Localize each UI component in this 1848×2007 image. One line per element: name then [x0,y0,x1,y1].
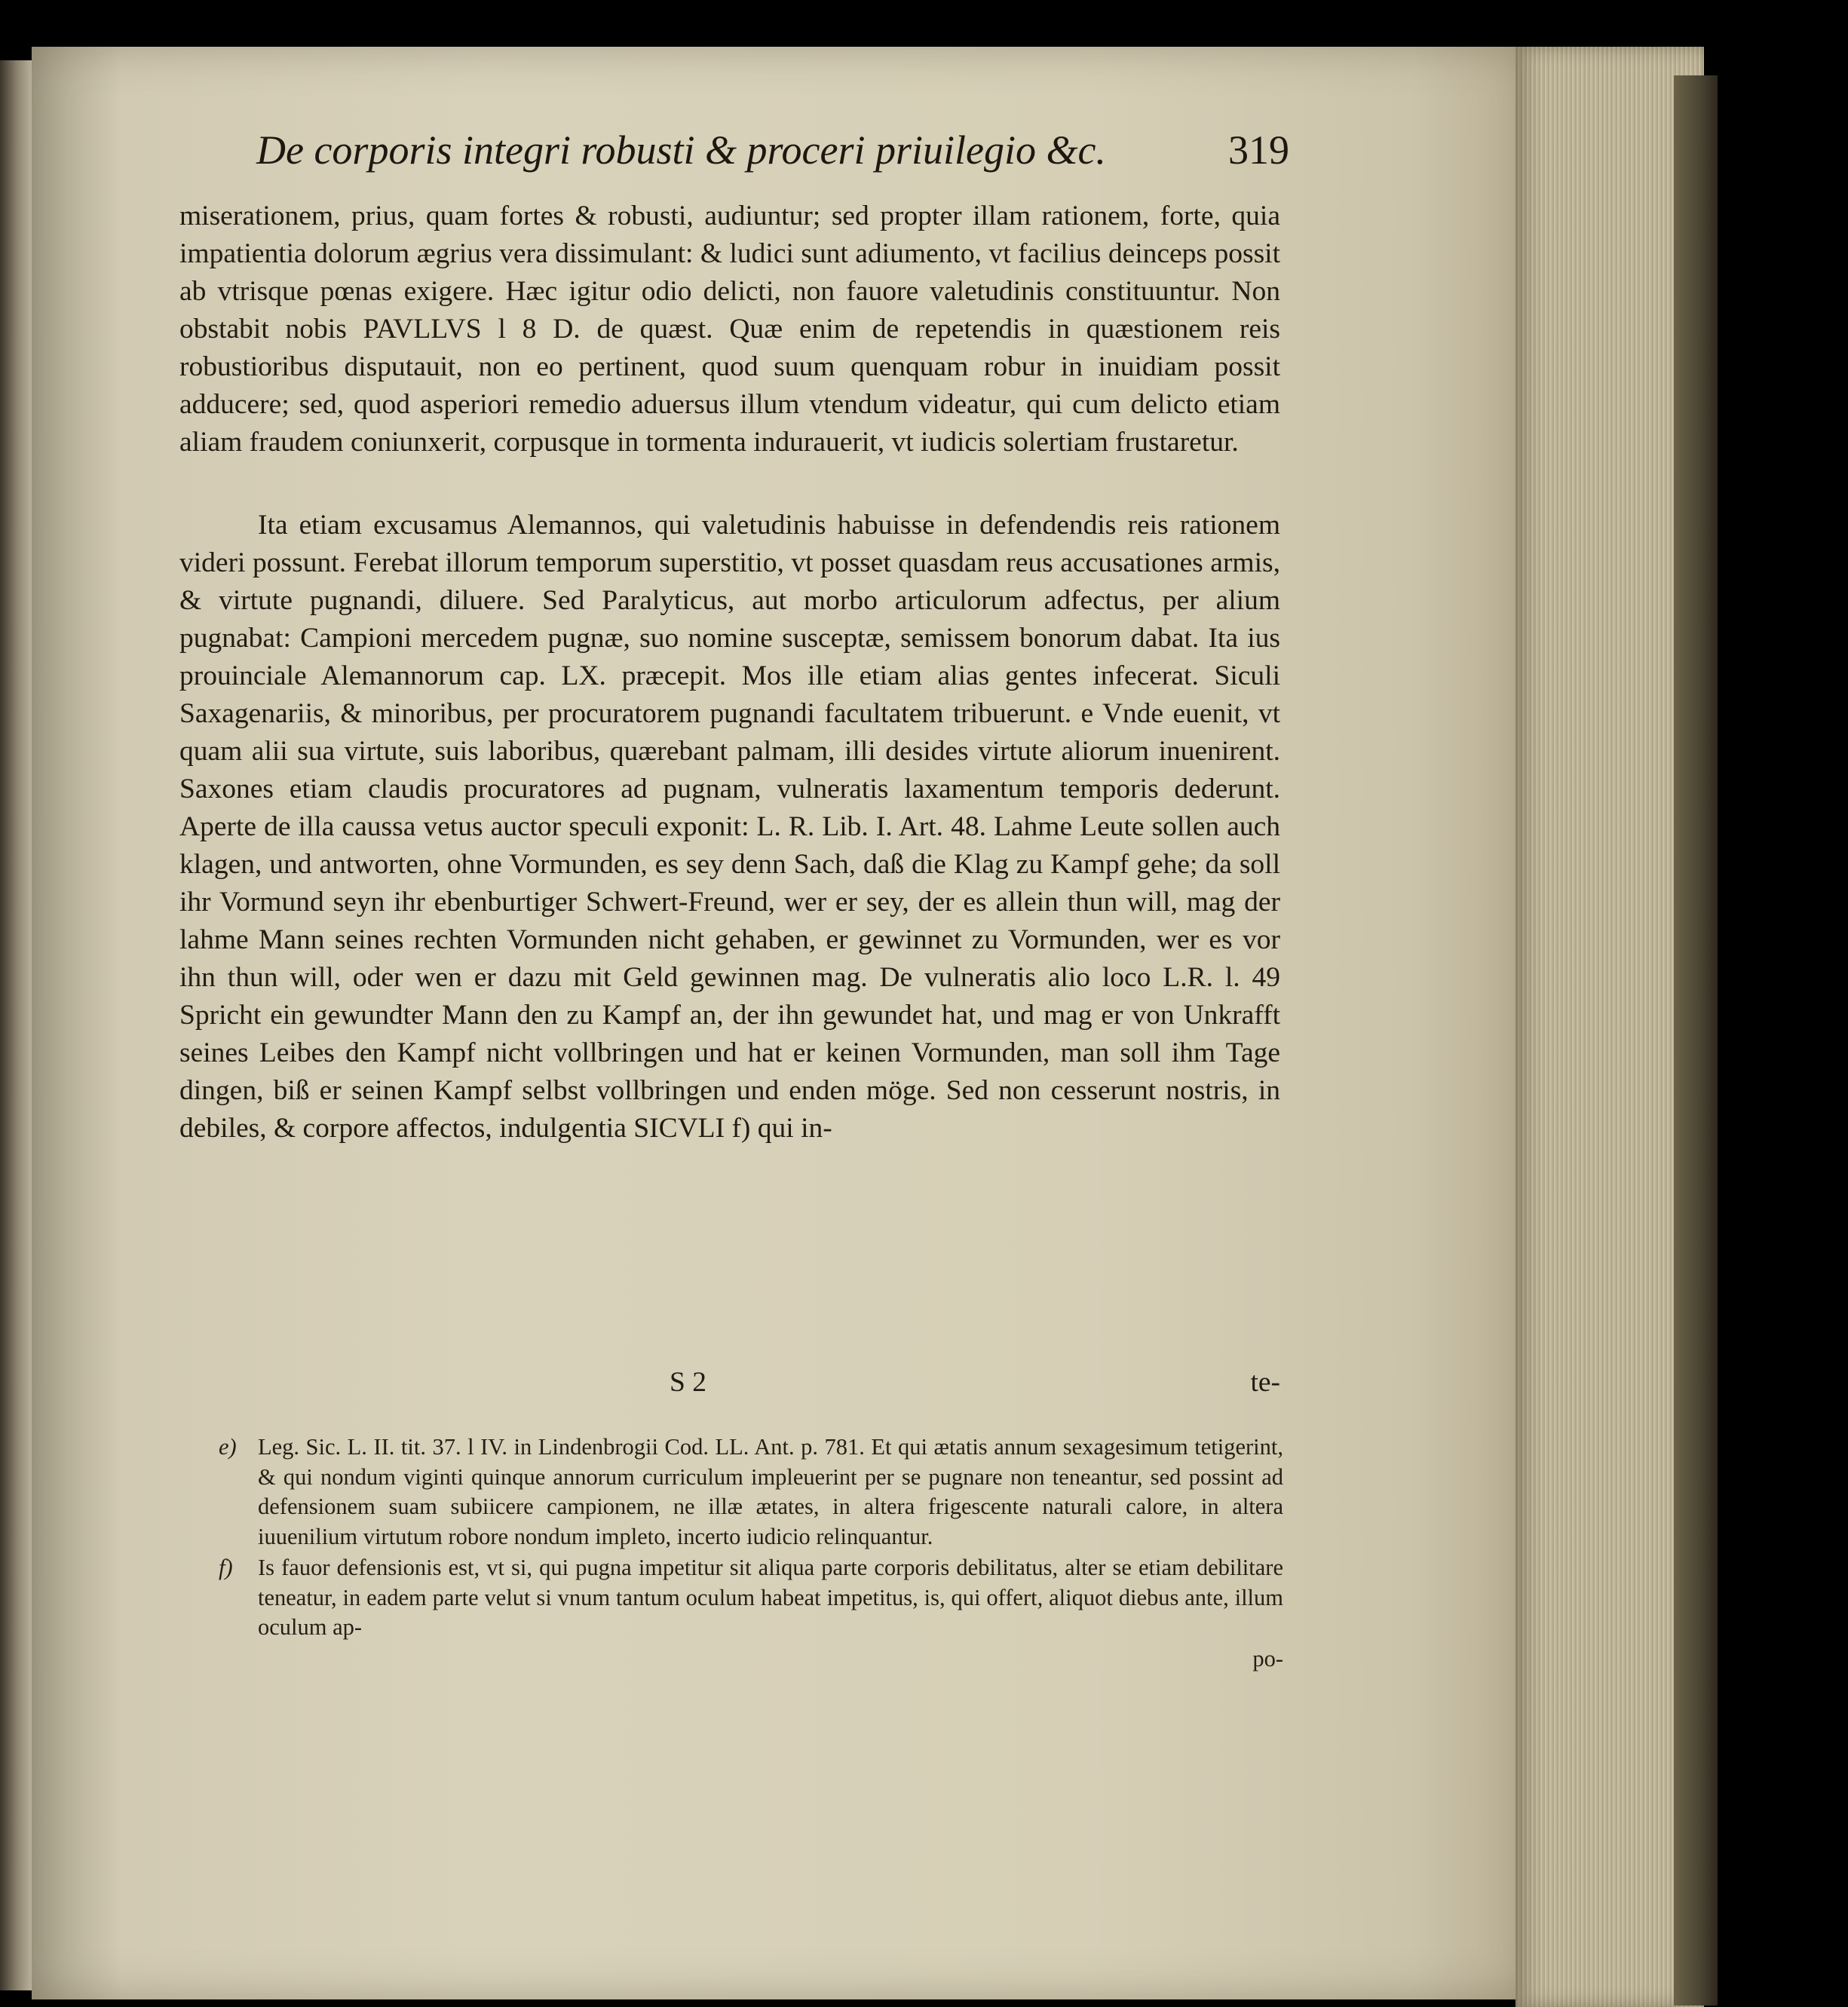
paragraph-1: miserationem, prius, quam fortes & robusti, audiuntur; sed propter illam rationem, forte, quia impatientia dolorum ægrius vera dissimulant: & ludici sunt adiumento, vt facilius deinceps possit ab vtrisque pœnas exigere. Hæc igitur odio delicti, non fauore valetudinis constituuntur. Non obstabit nobis PAVLLVS l 8 D. de quæst. Quæ enim de repetendis in quæstionem reis robustioribus disputauit, non eo pertinent, quod suum quenquam robur in inuidiam possit adducere; sed, quod asperiori remedio aduersus illum vtendum videatur, qui cum delicto etiam aliam fraudem coniunxerit, corpusque in tormenta indurauerit, vt iudicis solertiam frustaretur. [179,201,1280,458]
footnote-text: Leg. Sic. L. II. tit. 37. l IV. in Lindenbrogii Cod. LL. Ant. p. 781. Et qui ætatis annum sexagesimum tetigerint, & qui nondum viginti quinque annorum curriculum impleuerint per se pugnare non teneantur, sed possint ad defensionem suam subiicere campionem, ne illæ ætates, in altera frigescente naturali calore, in altera iuuenilium virtutum robore nondum impleto, incerto iudicio relinquantur. [258,1434,1283,1549]
main-text [179,198,1280,1148]
footnote-catchword: po- [1252,1645,1283,1671]
footnotes [219,1432,1283,1674]
signature-line [179,1366,1280,1404]
footnote-mark: f) [219,1555,233,1580]
footnote-f [219,1553,1283,1643]
footnote-mark: e) [219,1434,237,1460]
signature-mark: S 2 [670,1367,706,1398]
running-head-title: De corporis integri robusti & proceri priuilegio &c. [256,127,1106,173]
paragraph-2: Ita etiam excusamus Alemannos, qui valetudinis habuisse in defendendis reis rationem videri possunt. Ferebat illorum temporum superstitio, vt posset quasdam reus accusationes armis, & virtute pugnandi, diluere. Sed Paralyticus, aut morbo articulorum adfectus, per alium pugnabat: Campioni mercedem pugnæ, suo nomine susceptæ, semissem bonorum dabat. Ita ius prouinciale Alemannorum cap. LX. præcepit. Mos ille etiam alias gentes infecerat. Siculi Saxagenariis, & minoribus, per procuratorem pugnandi facultatem tribuerunt. e Vnde euenit, vt quam alii sua virtute, suis laboribus, quærebant palmam, illi desides virtute aliorum inuenirent. Saxones etiam claudis procuratores ad pugnam, vulneratis laxamentum temporis dederunt. Aperte de illa caussa vetus auctor speculi exponit: L. R. Lib. I. Art. 48. Lahme Leute sollen auch klagen, und antworten, ohne Vormunden, es sey denn Sach, daß die Klag zu Kampf gehe; da soll ihr Vormund seyn ihr ebenburtiger Schwert-Freund, wer er sey, der es allein thun will, mag der lahme Mann seines rechten Vormunden nicht gehaben, er gewinnet zu Vormunden, wer es vor ihn thun will, oder wen er dazu mit Geld gewinnen mag. De vulneratis alio loco L.R. l. 49 Spricht ein gewundter Mann den zu Kampf an, der ihn gewundet hat, und mag er von Unkrafft seines Leibes den Kampf nicht vollbringen und hat er keinen Vormunden, man soll ihm Tage dingen, biß er seinen Kampf selbst vollbringen und enden möge. Sed non cesserunt nostris, in debiles, & corpore affectos, indulgentia SICVLI f) qui in- [179,510,1280,1144]
catchword: te- [1250,1367,1280,1398]
book-binding [1674,75,1718,2005]
page-number: 319 [1228,127,1289,173]
facing-page-edge [0,60,32,1990]
footnote-e [219,1432,1283,1552]
running-head [256,127,1289,179]
footnote-text: Is fauor defensionis est, vt si, qui pugna impetitur sit aliqua parte corporis debilitatus, alter se etiam debilitare teneatur, in eadem parte velut si vnum tantum oculum habeat impetitus, is, qui offert, aliquot diebus ante, illum oculum ap- [258,1555,1283,1640]
